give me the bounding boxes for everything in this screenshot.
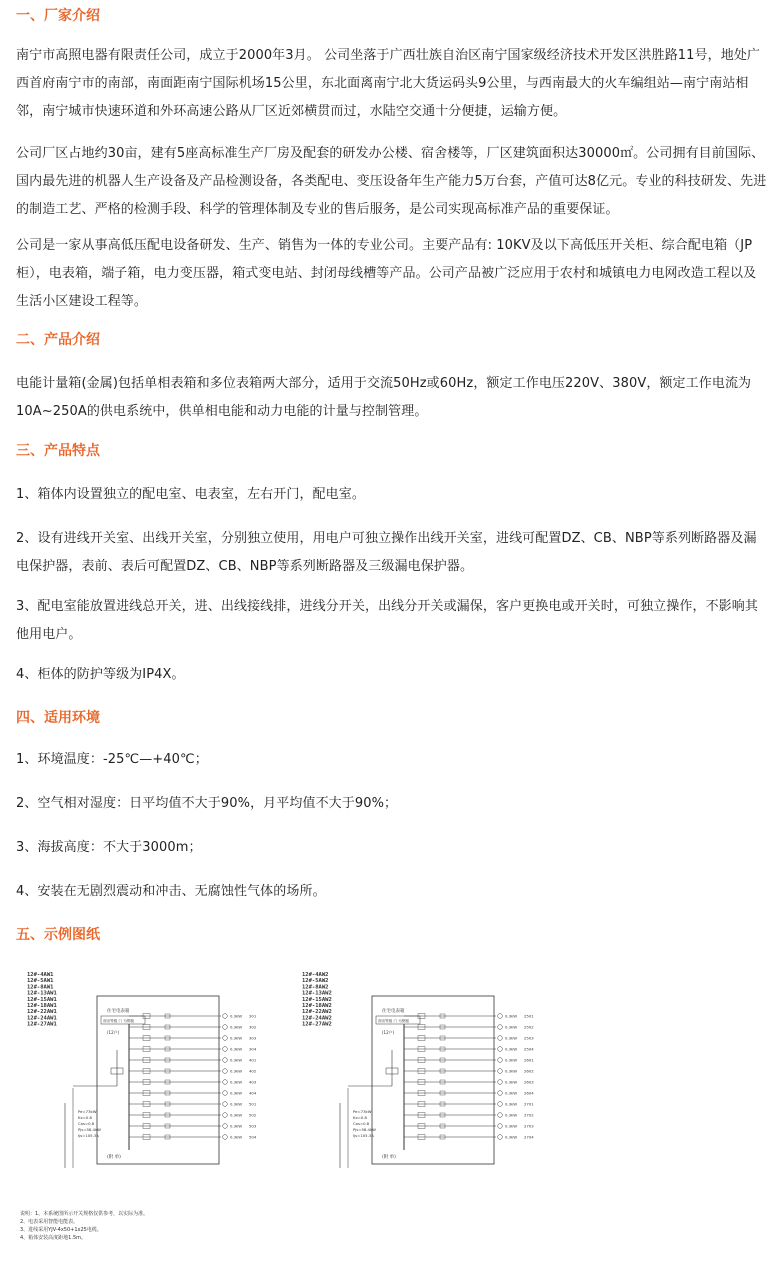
- load-circle-symbol: [498, 1069, 503, 1074]
- outgoing-circuit-number: 2503: [524, 1035, 534, 1041]
- load-circle-symbol: [223, 1047, 228, 1052]
- outgoing-load-label: 0.3kW: [230, 1046, 242, 1052]
- load-circle-symbol: [498, 1047, 503, 1052]
- load-circle-symbol: [223, 1069, 228, 1074]
- outgoing-circuit-number: 2502: [524, 1024, 534, 1030]
- load-circle-symbol: [498, 1135, 503, 1140]
- diagram-tag-label: 12#-13AW1: [27, 990, 57, 997]
- outgoing-load-label: 0.3kW: [230, 1013, 242, 1019]
- outgoing-circuit-number: 403: [249, 1079, 257, 1085]
- outgoing-circuit-number: 2704: [524, 1134, 534, 1140]
- load-circle-symbol: [223, 1080, 228, 1085]
- outgoing-load-label: 0.3kW: [230, 1024, 242, 1030]
- load-rating-text: Pjs=58.4kW: [353, 1127, 376, 1132]
- diagram-tag-label: 12#-8AW2: [302, 984, 329, 991]
- section-title-environment: 四、适用环境: [16, 710, 100, 726]
- diagram-tag-label: 12#-15AW1: [27, 996, 57, 1003]
- section-title-drawings: 五、示例图纸: [16, 927, 100, 943]
- outgoing-load-label: 0.3kW: [505, 1057, 517, 1063]
- box-subtitle: 面出等级 门 为钢板: [103, 1019, 135, 1023]
- load-rating-text: Ijs=105.3A: [78, 1133, 99, 1138]
- company-paragraph-2: 公司厂区占地约30亩，建有5座高标准生产厂房及配套的研发办公楼、宿舍楼等，厂区建筑面积达30000㎡。公司拥有目前国际、国内最先进的机器人生产设备及产品检测设备，各类配电、变压设备年生产能力5万台套，产值可达8亿元。专业的科技研发、先进的制造工艺、严格的检测手段、科学的管理体制及专业的售后服务，是公司实现高标准产品的重要保证。: [16, 146, 767, 217]
- load-rating-text: Pe=73kW: [78, 1109, 97, 1114]
- load-circle-symbol: [498, 1113, 503, 1118]
- outgoing-circuit-number: 401: [249, 1057, 257, 1063]
- outgoing-circuit-number: 2701: [524, 1101, 534, 1107]
- load-circle-symbol: [223, 1025, 228, 1030]
- note-line: 2、电表采用智能电能表。: [20, 1219, 79, 1225]
- section-title-features: 三、产品特点: [16, 443, 100, 459]
- outgoing-load-label: 0.3kW: [230, 1035, 242, 1041]
- load-circle-symbol: [223, 1091, 228, 1096]
- load-circle-symbol: [498, 1014, 503, 1019]
- load-rating-text: Ijs=105.3A: [353, 1133, 374, 1138]
- load-rating-text: Pjs=58.4kW: [78, 1127, 101, 1132]
- diagram-tag-label: 12#-22AW2: [302, 1009, 332, 1016]
- feature-item-1: 1、箱体内设置独立的配电室、电表室，左右开门，配电室。: [16, 487, 365, 502]
- env-item-1: 1、环境温度：-25℃—+40℃；: [16, 752, 208, 767]
- outgoing-circuit-number: 2504: [524, 1046, 534, 1052]
- outgoing-load-label: 0.3kW: [505, 1013, 517, 1019]
- outgoing-circuit-number: 2702: [524, 1112, 534, 1118]
- diagram-tag-label: 12#-5AW1: [27, 978, 54, 985]
- outgoing-circuit-number: 303: [249, 1035, 257, 1041]
- load-circle-symbol: [223, 1124, 228, 1129]
- load-circle-symbol: [498, 1058, 503, 1063]
- diagram-tag-label: 12#-15AW2: [302, 996, 332, 1003]
- outgoing-circuit-number: 501: [249, 1101, 257, 1107]
- section-title-product: 二、产品介绍: [16, 332, 100, 348]
- outgoing-circuit-number: 301: [249, 1013, 257, 1019]
- outgoing-load-label: 0.3kW: [230, 1090, 242, 1096]
- diagram-tag-label: 12#-18AW1: [27, 1003, 57, 1009]
- note-line: 3、进线采用YJV-4x50+1x25电缆。: [20, 1227, 102, 1233]
- load-circle-symbol: [498, 1036, 503, 1041]
- load-circle-symbol: [498, 1091, 503, 1096]
- outgoing-load-label: 0.3kW: [505, 1079, 517, 1085]
- product-paragraph: 电能计量箱(金属)包括单相表箱和多位表箱两大部分，适用于交流50Hz或60Hz，额定工作电压220V、380V，额定工作电流为10A~250A的供电系统中，供单相电能和动力电能的计量与控制管理。: [16, 376, 752, 419]
- feature-item-3: 3、配电室能放置进线总开关，进、出线接线排，进线分开关，出线分开关或漏保，客户更换电或开关时，可独立操作，不影响其他用电户。: [16, 599, 758, 642]
- feature-item-4: 4、柜体的防护等级为IP4X。: [16, 667, 185, 682]
- box-footer: (附 单): [107, 1155, 121, 1160]
- outgoing-circuit-number: 503: [249, 1123, 257, 1129]
- diagram-tag-label: 12#-22AW1: [27, 1009, 57, 1016]
- outgoing-circuit-number: 2602: [524, 1068, 534, 1074]
- load-circle-symbol: [498, 1080, 503, 1085]
- load-rating-text: Kx=0.8: [353, 1115, 367, 1120]
- load-circle-symbol: [498, 1102, 503, 1107]
- box-title: 住宅电表箱: [382, 1009, 405, 1014]
- outgoing-circuit-number: 502: [249, 1112, 257, 1118]
- outgoing-circuit-number: 504: [249, 1134, 257, 1140]
- note-line: 4、箱体安装高度距地1.5m。: [20, 1235, 87, 1241]
- outgoing-load-label: 0.3kW: [505, 1123, 517, 1129]
- outgoing-load-label: 0.3kW: [230, 1123, 242, 1129]
- env-item-2: 2、空气相对湿度：日平均值不大于90%，月平均值不大于90%；: [16, 796, 398, 811]
- diagram-tag-label: 12#-24AW2: [302, 1015, 332, 1022]
- load-rating-text: Pe=73kW: [353, 1109, 372, 1114]
- household-count: (12户): [382, 1030, 395, 1035]
- outgoing-load-label: 0.3kW: [505, 1112, 517, 1118]
- drawing-notes: [20, 1210, 220, 1242]
- feature-item-2: 2、设有进线开关室、出线开关室，分别独立使用，用电户可独立操作出线开关室，进线可配置DZ、CB、NBP等系列断路器及漏电保护器，表前、表后可配置DZ、CB、NBP等系列断路器及三级漏电保护器。: [16, 531, 757, 574]
- load-circle-symbol: [223, 1135, 228, 1140]
- box-footer: (附 单): [382, 1155, 396, 1160]
- outgoing-circuit-number: 2601: [524, 1057, 534, 1063]
- load-rating-text: Cos=0.8: [78, 1121, 95, 1126]
- wiring-diagram-left: [25, 968, 275, 1178]
- outgoing-circuit-number: 304: [249, 1046, 257, 1052]
- load-circle-symbol: [223, 1014, 228, 1019]
- outgoing-load-label: 0.3kW: [230, 1057, 242, 1063]
- outgoing-load-label: 0.3kW: [505, 1068, 517, 1074]
- diagram-tag-label: 12#-4AW2: [302, 972, 329, 978]
- outgoing-load-label: 0.3kW: [230, 1112, 242, 1118]
- load-circle-symbol: [223, 1113, 228, 1118]
- outgoing-load-label: 0.3kW: [230, 1068, 242, 1074]
- outgoing-circuit-number: 404: [249, 1090, 257, 1096]
- diagram-tag-label: 12#-24AW1: [27, 1015, 57, 1022]
- company-paragraph-1: 南宁市高照电器有限责任公司，成立于2000年3月。 公司坐落于广西壮族自治区南宁国家级经济技术开发区洪胜路11号，地处广西首府南宁市的南部，南面距南宁国际机场15公里，东北面离南宁北大货运码头9公里，与西南最大的火车编组站—南宁南站相邻，南宁城市快速环道和外环高速公路从厂区近郊横贯而过，水陆空交通十分便捷，运输方便。: [16, 48, 761, 119]
- load-circle-symbol: [498, 1124, 503, 1129]
- outgoing-circuit-number: 2703: [524, 1123, 534, 1129]
- diagram-tag-label: 12#-18AW2: [302, 1003, 332, 1009]
- wiring-diagram-right: [300, 968, 550, 1178]
- load-rating-text: Cos=0.8: [353, 1121, 370, 1126]
- env-item-4: 4、安装在无剧烈震动和冲击、无腐蚀性气体的场所。: [16, 884, 326, 899]
- load-circle-symbol: [223, 1036, 228, 1041]
- load-rating-text: Kx=0.8: [78, 1115, 92, 1120]
- outgoing-circuit-number: 302: [249, 1024, 257, 1030]
- outgoing-circuit-number: 2604: [524, 1090, 534, 1096]
- diagram-tag-label: 12#-13AW2: [302, 990, 332, 997]
- diagram-tag-label: 12#-8AW1: [27, 984, 54, 991]
- company-paragraph-3: 公司是一家从事高低压配电设备研发、生产、销售为一体的专业公司。主要产品有: 10KV及以下高低压开关柜、综合配电箱（JP柜），电表箱，端子箱，电力变压器，箱式变电站、封闭母线槽等产品。公司产品被广泛应用于农村和城镇电力电网改造工程以及生活小区建设工程等。: [16, 238, 757, 309]
- diagram-tag-label: 12#-4AW1: [27, 972, 54, 978]
- outgoing-load-label: 0.3kW: [230, 1134, 242, 1140]
- env-item-3: 3、海拔高度：不大于3000m；: [16, 840, 202, 855]
- note-line: 说明：1、本系统图所示开关规格仅供参考，以实际为准。: [20, 1211, 149, 1217]
- outgoing-circuit-number: 2501: [524, 1013, 534, 1019]
- section-title-company: 一、厂家介绍: [16, 8, 100, 24]
- outgoing-circuit-number: 402: [249, 1068, 257, 1074]
- load-circle-symbol: [223, 1058, 228, 1063]
- outgoing-load-label: 0.3kW: [505, 1101, 517, 1107]
- outgoing-load-label: 0.3kW: [505, 1046, 517, 1052]
- diagram-tag-label: 12#-27AW2: [302, 1021, 332, 1028]
- outgoing-circuit-number: 2603: [524, 1079, 534, 1085]
- box-subtitle: 面出等级 门 为钢板: [378, 1019, 410, 1023]
- outgoing-load-label: 0.3kW: [230, 1101, 242, 1107]
- load-circle-symbol: [498, 1025, 503, 1030]
- household-count: (12户): [107, 1030, 120, 1035]
- outgoing-load-label: 0.3kW: [505, 1024, 517, 1030]
- diagram-tag-label: 12#-27AW1: [27, 1021, 57, 1028]
- box-title: 住宅电表箱: [107, 1009, 130, 1014]
- load-circle-symbol: [223, 1102, 228, 1107]
- outgoing-load-label: 0.3kW: [505, 1134, 517, 1140]
- outgoing-load-label: 0.3kW: [230, 1079, 242, 1085]
- outgoing-load-label: 0.3kW: [505, 1090, 517, 1096]
- outgoing-load-label: 0.3kW: [505, 1035, 517, 1041]
- diagram-tag-label: 12#-5AW2: [302, 978, 329, 985]
